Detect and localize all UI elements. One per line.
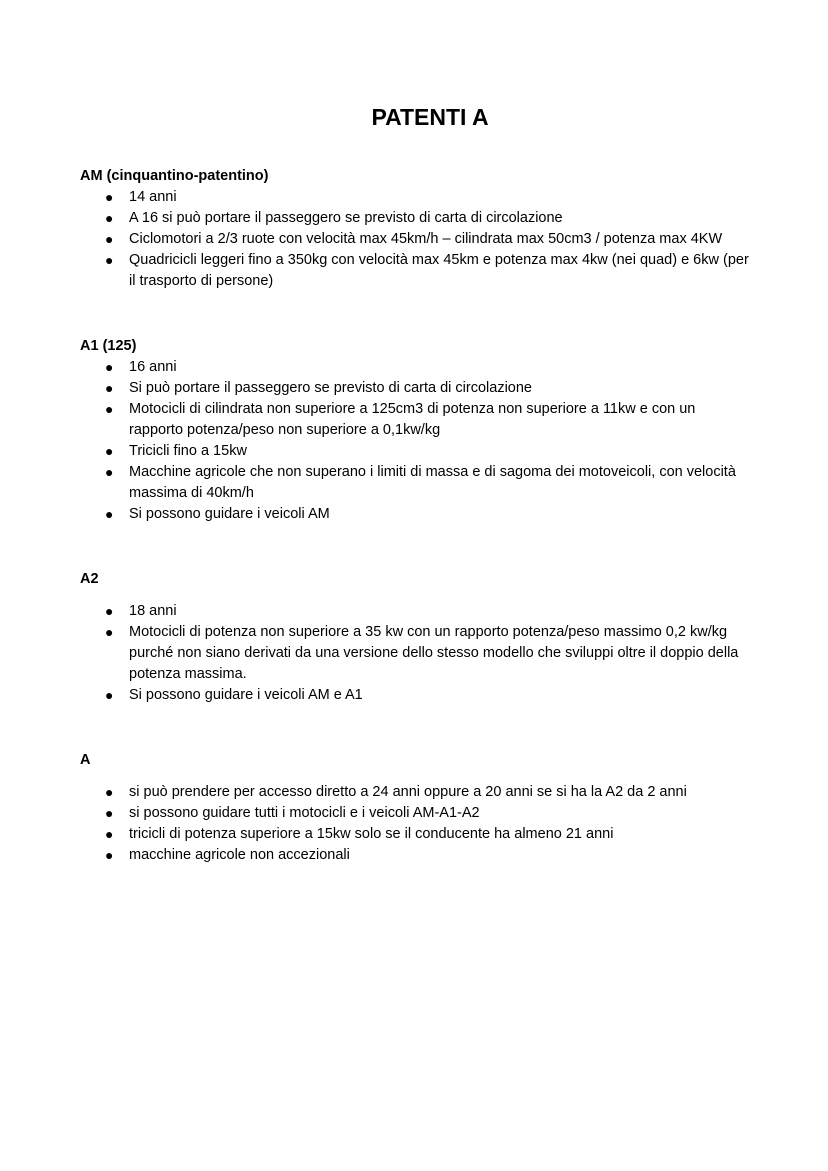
bullet-icon: ● (105, 210, 114, 226)
bullet-icon: ● (105, 826, 114, 842)
bullet-icon: ● (105, 189, 114, 205)
bullet-icon: ● (105, 603, 114, 619)
bullet-icon: ● (105, 784, 114, 800)
list-item: ● 16 anni (129, 357, 750, 378)
bullet-icon: ● (105, 401, 114, 417)
bullet-icon: ● (105, 231, 114, 247)
section-heading: A (80, 752, 91, 768)
list-item: ● Tricicli fino a 15kw (129, 441, 750, 462)
list-item: ● macchine agricole non accezionali (129, 845, 750, 866)
list-item: ● Motocicli di potenza non superiore a 35 kw con un rapporto potenza/peso massimo 0,2 kw/kg purché non siano derivati da una versione dello stesso modello che sviluppi oltre il doppio della potenza massima. (105, 624, 739, 682)
section-a1 (80, 336, 750, 525)
list-item: ● tricicli di potenza superiore a 15kw solo se il conducente ha almeno 21 anni (129, 824, 750, 845)
section-a2 (80, 569, 750, 706)
list-item: ● 14 anni (129, 187, 750, 208)
list-item: ● Quadricicli leggeri fino a 350kg con velocità max 45km e potenza max 4kw (nei quad) e 6kw (per il trasporto di persone) (105, 252, 749, 289)
list-item: ● 18 anni (129, 601, 750, 622)
bullet-icon: ● (105, 443, 114, 459)
bullet-icon: ● (105, 805, 114, 821)
section-a (80, 750, 750, 866)
bullet-icon: ● (105, 359, 114, 375)
bullet-icon: ● (105, 624, 114, 640)
section-heading: A2 (80, 571, 99, 587)
list-item: ● si possono guidare tutti i motocicli e i veicoli AM-A1-A2 (129, 803, 750, 824)
bullet-icon: ● (105, 380, 114, 396)
bullet-icon: ● (105, 252, 114, 268)
section-heading: A1 (125) (80, 338, 137, 354)
bullet-list (80, 187, 750, 292)
bullet-list (80, 601, 750, 706)
list-item: ● si può prendere per accesso diretto a 24 anni oppure a 20 anni se si ha la A2 da 2 anni (129, 782, 750, 803)
bullet-list (80, 782, 750, 866)
bullet-icon: ● (105, 687, 114, 703)
list-item: ● A 16 si può portare il passeggero se previsto di carta di circolazione (129, 208, 750, 229)
section-am (80, 166, 750, 292)
bullet-icon: ● (105, 464, 114, 480)
list-item: ● Motocicli di cilindrata non superiore a 125cm3 di potenza non superiore a 11kw e con un rapporto potenza/peso non superiore a 0,1kw/kg (105, 401, 696, 438)
page-title: PATENTI A (371, 104, 489, 130)
bullet-icon: ● (105, 506, 114, 522)
list-item: ● Macchine agricole che non superano i limiti di massa e di sagoma dei motoveicoli, con velocità massima di 40km/h (105, 464, 736, 501)
list-item: ● Si può portare il passeggero se previsto di carta di circolazione (129, 378, 750, 399)
section-heading: AM (cinquantino-patentino) (80, 168, 269, 184)
list-item: ● Ciclomotori a 2/3 ruote con velocità max 45km/h – cilindrata max 50cm3 / potenza max 4KW (129, 229, 750, 250)
bullet-icon: ● (105, 847, 114, 863)
list-item: ● Si possono guidare i veicoli AM e A1 (129, 685, 750, 706)
bullet-list (80, 357, 750, 525)
list-item: ● Si possono guidare i veicoli AM (129, 504, 750, 525)
